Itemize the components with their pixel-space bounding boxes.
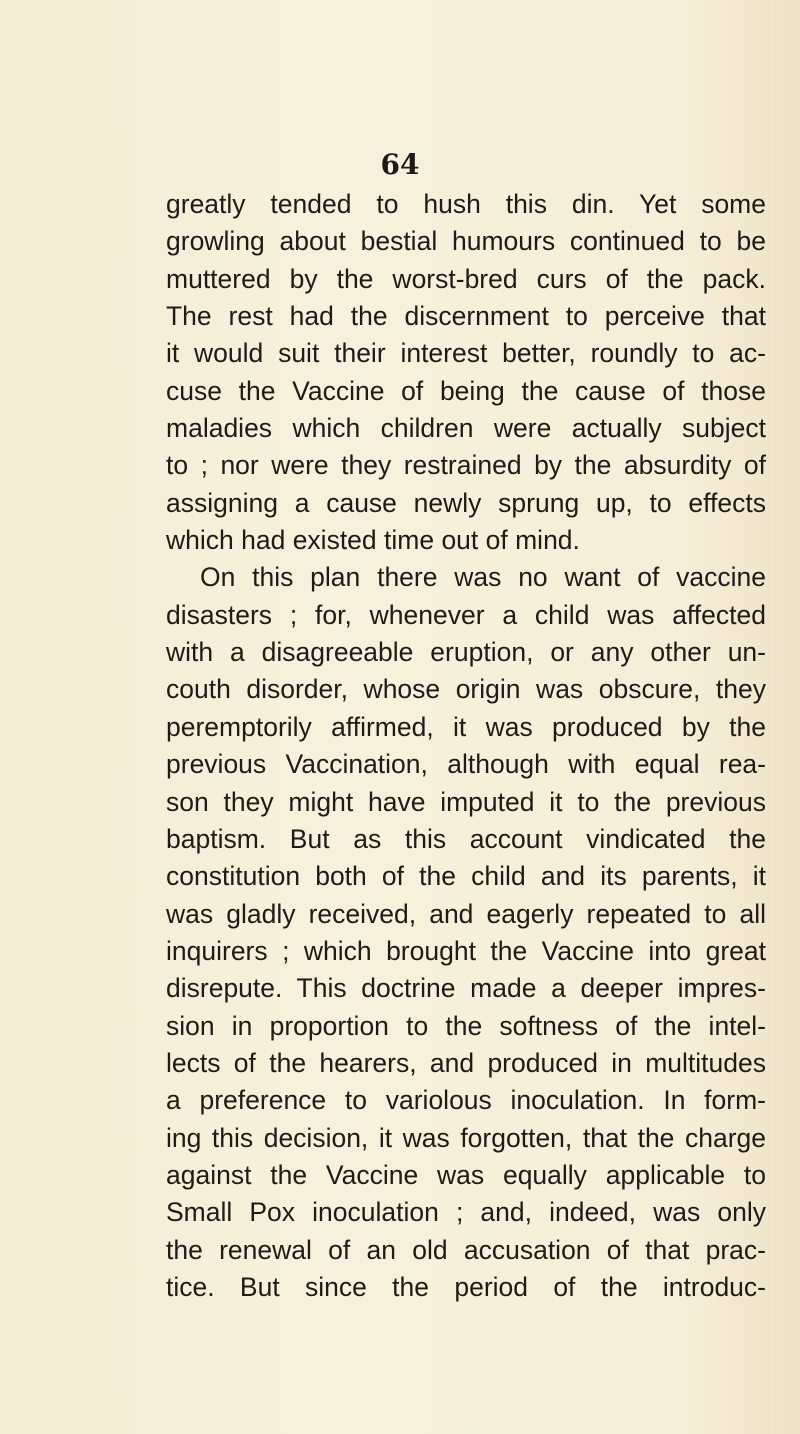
text-line: growling about bestial humours continued to be bbox=[166, 226, 766, 257]
text-line: a preference to variolous inoculation. In form- bbox=[166, 1085, 766, 1116]
text-line: disrepute. This doctrine made a deeper impres- bbox=[166, 973, 766, 1004]
text-line: disasters ; for, whenever a child was affected bbox=[166, 599, 766, 630]
text-line: constitution both of the child and its parents, it bbox=[166, 861, 766, 892]
text-line: maladies which children were actually subject bbox=[166, 413, 766, 444]
text-line: with a disagreeable eruption, or any other un- bbox=[166, 637, 766, 668]
text-line: Small Pox inoculation ; and, indeed, was only bbox=[166, 1197, 766, 1228]
text-line: lects of the hearers, and produced in multitudes bbox=[166, 1047, 766, 1078]
text-line: muttered by the worst-bred curs of the pack. bbox=[166, 263, 766, 294]
text-line: inquirers ; which brought the Vaccine into great bbox=[166, 935, 766, 966]
text-line: the renewal of an old accusation of that prac- bbox=[166, 1234, 766, 1265]
text-line: cuse the Vaccine of being the cause of those bbox=[166, 375, 766, 406]
text-line: greatly tended to hush this din. Yet some bbox=[166, 189, 766, 219]
text-line: against the Vaccine was equally applicable to bbox=[166, 1159, 766, 1190]
text-line: son they might have imputed it to the previous bbox=[166, 786, 766, 817]
text-line: tice. But since the period of the introduc- bbox=[166, 1271, 766, 1302]
text-line: previous Vaccination, although with equal rea- bbox=[166, 749, 766, 780]
text-line: The rest had the discernment to perceive that bbox=[166, 301, 766, 332]
page-number: 64 bbox=[380, 148, 420, 181]
text-line: sion in proportion to the softness of the intel- bbox=[166, 1010, 766, 1041]
text-line: it would suit their interest better, roundly to ac- bbox=[166, 338, 766, 369]
text-line: peremptorily affirmed, it was produced by the bbox=[166, 711, 766, 742]
paragraph-start-line: On this plan there was no want of vaccine bbox=[200, 562, 766, 593]
paragraph-end-line: which had existed time out of mind. bbox=[166, 525, 580, 556]
text-line: ing this decision, it was forgotten, that the charge bbox=[166, 1122, 766, 1153]
text-line: couth disorder, whose origin was obscure, they bbox=[166, 674, 766, 705]
body-text bbox=[166, 186, 766, 1306]
text-line: was gladly received, and eagerly repeated to all bbox=[166, 898, 766, 929]
text-line: to ; nor were they restrained by the absurdity of bbox=[166, 450, 766, 481]
text-line: assigning a cause newly sprung up, to effects bbox=[166, 487, 766, 518]
text-line: baptism. But as this account vindicated the bbox=[166, 823, 766, 854]
